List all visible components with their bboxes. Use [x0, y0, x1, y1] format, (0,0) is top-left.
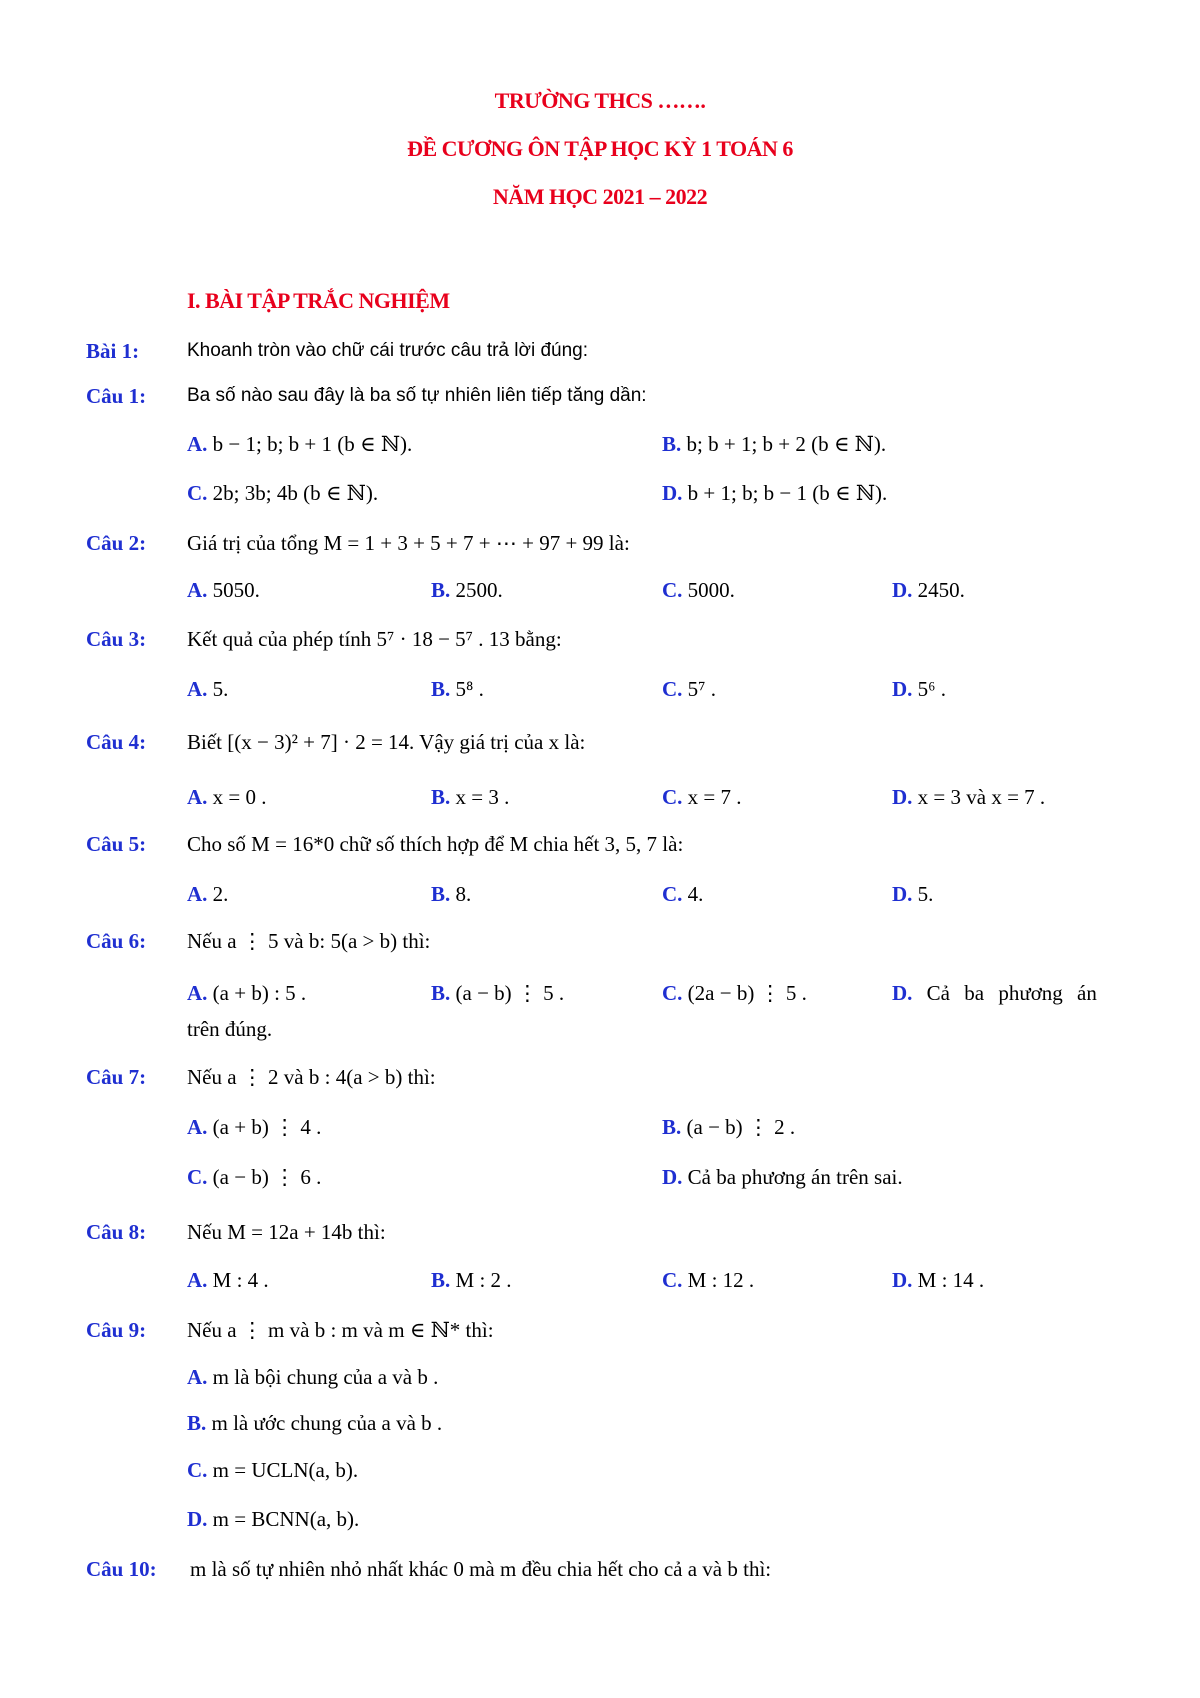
cau-4-option-a[interactable]: A. x = 0 .: [187, 785, 267, 809]
cau-3-label: Câu 3:: [86, 627, 147, 651]
cau-3-option-d[interactable]: D. 5⁶ .: [892, 677, 946, 701]
cau-3-option-b[interactable]: B. 5⁸ .: [431, 677, 484, 701]
cau-9-option-a[interactable]: A. m là bội chung của a và b .: [187, 1365, 439, 1389]
cau-7-label: Câu 7:: [86, 1065, 147, 1089]
cau-1-option-d[interactable]: D. b + 1; b; b − 1 (b ∈ ℕ).: [662, 481, 888, 505]
cau-10-text: m là số tự nhiên nhỏ nhất khác 0 mà m đều chia hết cho cả a và b thì:: [190, 1557, 772, 1581]
cau-6-label: Câu 6:: [86, 929, 147, 953]
cau-3-option-c[interactable]: C. 5⁷ .: [662, 677, 716, 701]
cau-4-option-b[interactable]: B. x = 3 .: [431, 785, 510, 809]
cau-8-option-c[interactable]: C. M : 12 .: [662, 1268, 755, 1292]
cau-2-option-c[interactable]: C. 5000.: [662, 578, 735, 602]
cau-7-option-c[interactable]: C. (a − b) ⋮ 6 .: [187, 1165, 322, 1189]
cau-7-text: Nếu a ⋮ 2 và b : 4(a > b) thì:: [187, 1065, 436, 1089]
cau-6-option-c[interactable]: C. (2a − b) ⋮ 5 .: [662, 981, 807, 1005]
cau-7-option-d[interactable]: D. Cả ba phương án trên sai.: [662, 1165, 903, 1189]
cau-1-option-c[interactable]: C. 2b; 3b; 4b (b ∈ ℕ).: [187, 481, 379, 505]
cau-1-label: Câu 1:: [86, 384, 147, 408]
cau-9-option-c[interactable]: C. m = UCLN(a, b).: [187, 1458, 359, 1482]
cau-8-text: Nếu M = 12a + 14b thì:: [187, 1220, 386, 1244]
cau-8-label: Câu 8:: [86, 1220, 147, 1244]
cau-7-option-b[interactable]: B. (a − b) ⋮ 2 .: [662, 1115, 796, 1139]
cau-8-option-a[interactable]: A. M : 4 .: [187, 1268, 269, 1292]
cau-2-option-a[interactable]: A. 5050.: [187, 578, 260, 602]
cau-1-option-b[interactable]: B. b; b + 1; b + 2 (b ∈ ℕ).: [662, 432, 887, 456]
cau-9-label: Câu 9:: [86, 1318, 147, 1342]
section-title: I. BÀI TẬP TRẮC NGHIỆM: [187, 288, 450, 313]
cau-5-option-d[interactable]: D. 5.: [892, 882, 934, 906]
cau-3-option-a[interactable]: A. 5.: [187, 677, 229, 701]
cau-1-option-a[interactable]: A. b − 1; b; b + 1 (b ∈ ℕ).: [187, 432, 413, 456]
cau-4-option-c[interactable]: C. x = 7 .: [662, 785, 742, 809]
cau-4-option-d[interactable]: D. x = 3 và x = 7 .: [892, 785, 1046, 809]
cau-5-text: Cho số M = 16*0 chữ số thích hợp để M chia hết 3, 5, 7 là:: [187, 832, 684, 856]
document-title: ĐỀ CƯƠNG ÔN TẬP HỌC KỲ 1 TOÁN 6: [407, 136, 793, 161]
cau-1-text: Ba số nào sau đây là ba số tự nhiên liên tiếp tăng dần:: [187, 385, 647, 406]
cau-8-option-d[interactable]: D. M : 14 .: [892, 1268, 985, 1292]
cau-6-option-d[interactable]: D. Cả ba phương án: [892, 981, 1097, 1005]
cau-2-text: Giá trị của tổng M = 1 + 3 + 5 + 7 + ⋯ + 97 + 99 là:: [187, 531, 630, 555]
cau-8-option-b[interactable]: B. M : 2 .: [431, 1268, 512, 1292]
school-year: NĂM HỌC 2021 – 2022: [492, 184, 708, 209]
school-name: TRƯỜNG THCS …….: [494, 88, 706, 113]
cau-5-option-a[interactable]: A. 2.: [187, 882, 229, 906]
cau-7-option-a[interactable]: A. (a + b) ⋮ 4 .: [187, 1115, 322, 1139]
cau-5-label: Câu 5:: [86, 832, 147, 856]
cau-5-option-b[interactable]: B. 8.: [431, 882, 472, 906]
cau-3-text: Kết quả của phép tính 5⁷ · 18 − 5⁷ . 13 bằng:: [187, 627, 562, 651]
cau-2-option-d[interactable]: D. 2450.: [892, 578, 965, 602]
cau-10-label: Câu 10:: [86, 1557, 157, 1581]
cau-9-option-d[interactable]: D. m = BCNN(a, b).: [187, 1507, 360, 1531]
cau-9-text: Nếu a ⋮ m và b : m và m ∈ ℕ* thì:: [187, 1318, 494, 1342]
cau-4-text: Biết [(x − 3)² + 7] · 2 = 14. Vậy giá trị của x là:: [187, 730, 586, 754]
cau-6-option-b[interactable]: B. (a − b) ⋮ 5 .: [431, 981, 565, 1005]
cau-2-label: Câu 2:: [86, 531, 147, 555]
cau-6-option-a[interactable]: A. (a + b) : 5 .: [187, 981, 307, 1005]
cau-2-option-b[interactable]: B. 2500.: [431, 578, 503, 602]
cau-5-option-c[interactable]: C. 4.: [662, 882, 704, 906]
cau-9-option-b[interactable]: B. m là ước chung của a và b .: [187, 1411, 443, 1435]
bai-1-text: Khoanh tròn vào chữ cái trước câu trả lời đúng:: [187, 340, 589, 361]
cau-6-text: Nếu a ⋮ 5 và b: 5(a > b) thì:: [187, 929, 431, 953]
cau-4-label: Câu 4:: [86, 730, 147, 754]
cau-6-option-d-wrap: trên đúng.: [187, 1017, 273, 1041]
bai-1-label: Bài 1:: [86, 339, 140, 363]
